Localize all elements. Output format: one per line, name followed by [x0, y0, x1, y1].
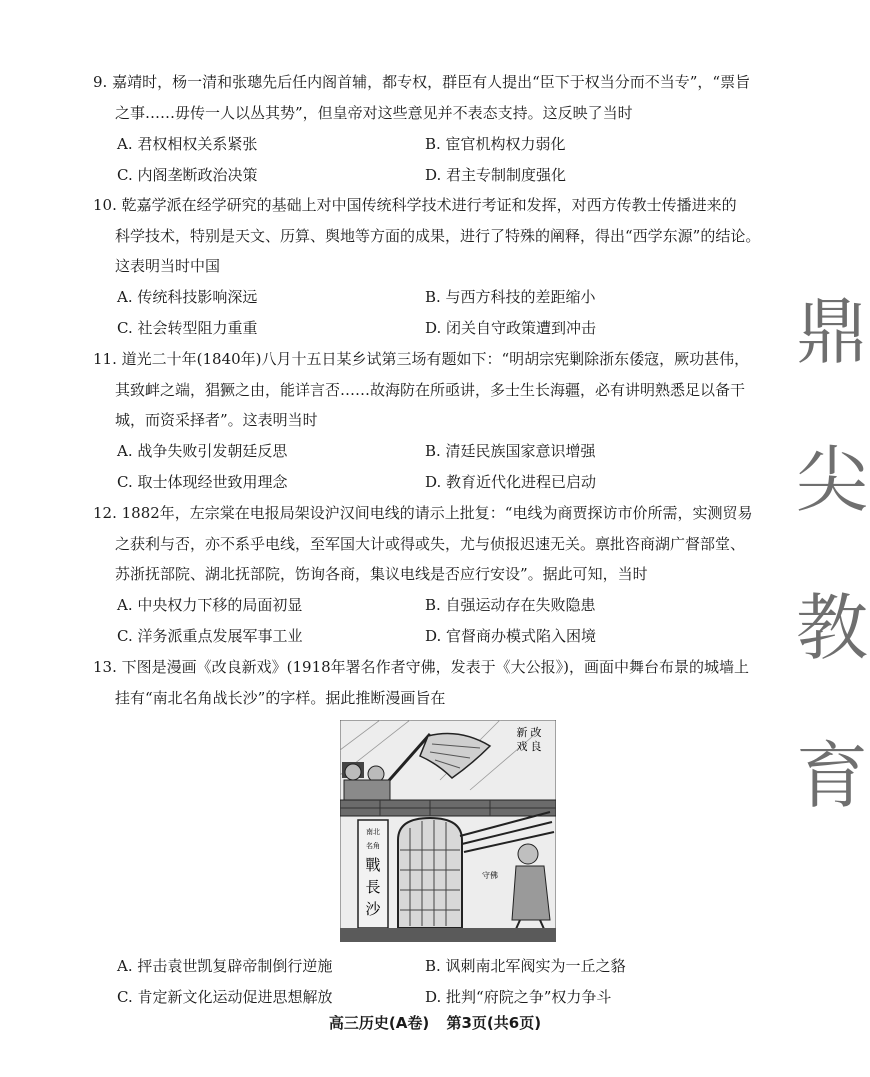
banner-char-3: 戰 [365, 856, 381, 874]
footer-subject: 高三历史(A卷) [328, 1014, 430, 1032]
question-13-line-1: 13. 下图是漫画《改良新戏》(1918年署名作者守佛，发表于《大公报》)，画面中舞台布景的城墙上 [93, 658, 750, 676]
option-a: A. 传统科技影响深远 [117, 288, 258, 306]
watermark-char-2: 尖 [795, 438, 868, 522]
option-c: C. 肯定新文化运动促进思想解放 [117, 988, 333, 1006]
watermark-char-1: 鼎 [795, 290, 868, 374]
watermark-char-3: 教 [795, 586, 868, 670]
question-11-options [117, 436, 767, 498]
cartoon-signature: 守佛 [482, 871, 498, 880]
option-c: C. 取士体现经世致用理念 [117, 473, 288, 491]
option-d: D. 教育近代化进程已启动 [425, 473, 597, 491]
banner-char-4: 長 [365, 878, 381, 896]
option-b: B. 清廷民族国家意识增强 [425, 442, 596, 460]
option-b: B. 宦官机构权力弱化 [425, 135, 566, 153]
page-footer [0, 1012, 870, 1033]
question-12-line-2: 之获利与否，亦不系乎电线，至军国大计或得或失，尤与侦报迟速无关。禀批咨商湖广督部堂、 [115, 534, 746, 553]
banner-char-1: 南北 [366, 828, 380, 836]
option-a: A. 中央权力下移的局面初显 [117, 596, 303, 614]
banner-char-5: 沙 [365, 900, 381, 918]
question-9-line-1: 9. 嘉靖时，杨一清和张璁先后任内阁首辅，都专权，群臣有人提出“臣下于权当分而不当专”，“票旨 [93, 73, 751, 91]
question-12-line-3: 苏浙抚部院、湖北抚部院，饬询各商，集议电线是否应行安设”。据此可知，当时 [115, 565, 648, 583]
watermark-char-4: 育 [795, 734, 868, 818]
cartoon-title-char-1: 改 [530, 726, 542, 739]
cartoon-illustration [340, 720, 556, 942]
cartoon-title-char-4: 戏 [516, 740, 528, 753]
question-10-line-3: 这表明当时中国 [115, 257, 221, 275]
question-11-line-1: 11. 道光二十年(1840年)八月十五日某乡试第三场有题如下：“明胡宗宪剿除浙东倭寇，厥功甚伟， [93, 350, 750, 368]
question-10-line-1: 10. 乾嘉学派在经学研究的基础上对中国传统科学技术进行考证和发挥，对西方传教士传播进来的 [93, 196, 737, 214]
cartoon-title-char-3: 新 [516, 726, 528, 739]
option-a: A. 抨击袁世凯复辟帝制倒行逆施 [117, 957, 333, 975]
option-d: D. 闭关自守政策遭到冲击 [425, 319, 597, 337]
question-10 [93, 190, 783, 282]
question-9 [93, 67, 783, 128]
question-13-options [117, 951, 767, 1013]
option-d: D. 君主专制制度强化 [425, 166, 567, 184]
option-d: D. 批判“府院之争”权力争斗 [425, 988, 612, 1006]
option-a: A. 君权相权关系紧张 [117, 135, 258, 153]
option-a: A. 战争失败引发朝廷反思 [117, 442, 288, 460]
option-b: B. 自强运动存在失败隐患 [425, 596, 596, 614]
option-d: D. 官督商办模式陷入困境 [425, 627, 597, 645]
question-11-line-3: 城，而资采择者”。这表明当时 [115, 411, 318, 429]
question-10-options [117, 282, 767, 344]
footer-page-number: 第3页(共6页) [446, 1014, 542, 1032]
question-11-line-2: 其致衅之端，猖獗之由，能详言否……故海防在所亟讲，多士生长海疆，必有讲明熟悉足以备干 [115, 380, 746, 399]
question-12 [93, 498, 783, 590]
banner-char-2: 名角 [366, 842, 380, 850]
option-c: C. 洋务派重点发展军事工业 [117, 627, 303, 645]
question-13 [93, 652, 783, 713]
question-9-options [117, 129, 767, 191]
watermark [790, 282, 870, 874]
question-11 [93, 344, 783, 436]
option-c: C. 内阁垄断政治决策 [117, 166, 258, 184]
question-10-line-2: 科学技术，特别是天文、历算、舆地等方面的成果，进行了特殊的阐释，得出“西学东源”的结论。 [115, 226, 761, 245]
option-b: B. 与西方科技的差距缩小 [425, 288, 596, 306]
question-9-line-2: 之事……毋传一人以丛其势”，但皇帝对这些意见并不表态支持。这反映了当时 [115, 103, 633, 122]
question-13-line-2: 挂有“南北名角战长沙”的字样。据此推断漫画旨在 [115, 688, 446, 707]
question-12-options [117, 590, 767, 652]
cartoon-title-char-2: 良 [530, 740, 542, 753]
option-b: B. 讽刺南北军阀实为一丘之貉 [425, 957, 626, 975]
question-12-line-1: 12. 1882年，左宗棠在电报局架设沪汉间电线的请示上批复：“电线为商贾探访市价所需，实测贸易 [93, 504, 753, 522]
option-c: C. 社会转型阻力重重 [117, 319, 258, 337]
